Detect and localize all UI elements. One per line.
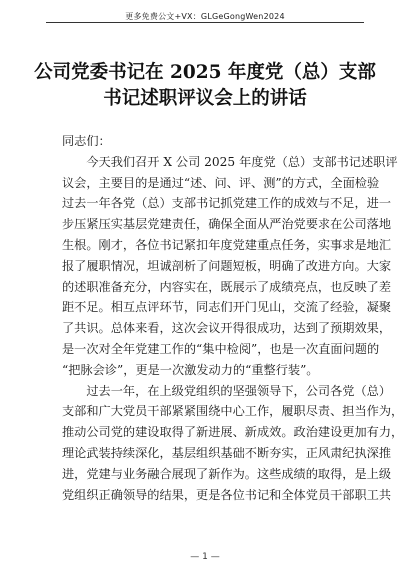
- body-line: 生根。刚才，各位书记紧扣年度党建重点任务，实事求是地汇: [62, 237, 392, 252]
- document-body: [62, 131, 404, 505]
- body-line: 过去一年各党（总）支部书记抓党建工作的成效与不足，进一: [62, 196, 392, 211]
- body-line: 是一次对全年党建工作的“集中检阅”，也是一次直面问题的: [62, 341, 380, 356]
- header-promo-text: 更多免费公文+VX：GLGeGongWen2024: [125, 12, 285, 21]
- body-line: 进，党建与业务融合展现了新作为。这些成绩的取得，是上级: [62, 466, 392, 481]
- body-line: 今天我们召开 X 公司 2025 年度党（总）支部书记述职评: [62, 154, 398, 169]
- body-line: 党组织正确领导的结果，更是各位书记和全体党员干部职工共: [62, 487, 392, 502]
- document-title: [20, 60, 390, 112]
- body-line: 理论武装持续深化，基层组织基础不断夯实，正风肃纪执深推: [62, 445, 392, 460]
- body-line: 的述职准备充分，内容实在，既展示了成绩亮点，也反映了差: [62, 279, 392, 294]
- body-line: 议会，主要目的是通过“述、问、评、测”的方式，全面检验: [62, 175, 380, 190]
- body-line: 报了履职情况，坦诚剖析了问题短板，明确了改进方向。大家: [62, 258, 392, 273]
- page-number: — 1 —: [190, 552, 220, 562]
- body-line: “把脉会诊”，更是一次激发动力的“重整行装”。: [62, 362, 319, 377]
- body-line: 过去一年，在上级党组织的坚强领导下，公司各党（总）: [62, 383, 392, 398]
- salutation: 同志们：: [62, 134, 111, 148]
- body-line: 支部和广大党员干部紧紧围绕中心工作，履职尽责、担当作为，: [62, 404, 404, 419]
- title-line-2: 书记述职评议会上的讲话: [103, 88, 307, 109]
- body-line: 步压紧压实基层党建责任，确保全面从严治党要求在公司落地: [62, 217, 392, 232]
- title-line-1: 公司党委书记在 2025 年度党（总）支部: [34, 62, 376, 83]
- page-header: [46, 4, 364, 23]
- body-line: 推动公司党的建设取得了新进展、新成效。政治建设更加有力，: [62, 425, 404, 440]
- body-line: 距不足。相互点评环节，同志们开门见山，交流了经验，凝聚: [62, 300, 392, 315]
- body-line: 了共识。总体来看，这次会议开得很成功，达到了预期效果，: [62, 321, 392, 336]
